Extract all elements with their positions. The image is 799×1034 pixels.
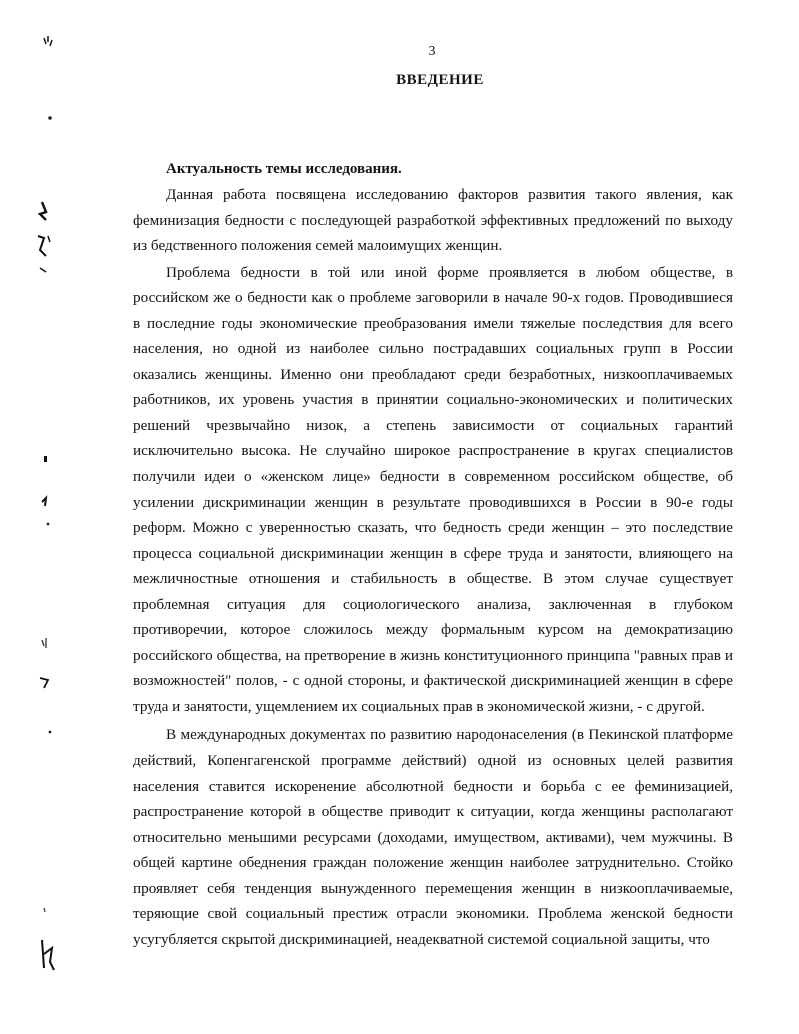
paragraph-3: В международных документах по развитию народонаселения (в Пекинской платформе действий, Копенгагенской программе действий) одной из основных целей развития населения ставится искоренение абсолютной бедности и борьба с ее феминизацией, распространение которой в обществе приводит к ситуации, когда женщины располагают относительно меньшими ресурсами (доходами, имуществом, активами), чем мужчины. В общей картине обеднения граждан положение женщин наиболее затруднительно. Стойко проявляет себя тенденция вынужденного перемещения женщин в низкооплачиваемые, теряющие свой социальный престиж отрасли экономики. Проблема женской бедности усугубляется скрытой дискриминацией, неадекватной системой социальной защиты, что xyxy=(133,726,733,948)
scan-artifact-icon xyxy=(28,196,58,286)
scan-artifact-icon xyxy=(36,510,66,550)
page-title: ВВЕДЕНИЕ xyxy=(396,72,484,88)
scan-artifact-icon xyxy=(30,664,60,704)
scan-artifact-icon xyxy=(34,30,64,70)
scan-artifact-icon xyxy=(32,900,62,990)
body-text xyxy=(133,156,733,952)
scan-artifact-icon xyxy=(38,720,68,760)
scan-artifact-icon xyxy=(36,100,66,140)
paragraph-1: Данная работа посвящена исследованию факторов развития такого явления, как феминизация бедности с последующей разработкой эффективных предложений по выходу из бедственного положения семей малоимущих женщин. xyxy=(133,186,733,255)
paragraph-2: Проблема бедности в той или иной форме проявляется в любом обществе, в российском же о бедности как о проблеме заговорили в начале 90-х годов. Проводившиеся в последние годы экономические преобразования имели тяжелые последствия для всего населения, но одной из наиболее сильно пострадавших социальных групп в России оказались женщины. Именно они преобладают среди безработных, низкооплачиваемых работников, их уровень участия в принятии социально-экономических и политических решений чрезвычайно низок, а степень зависимости от социальных гарантий исключительно высока. Не случайно широкое распространение в кругах специалистов получили идеи о «женском лице» бедности в современном российском обществе, об усилении дискриминации женщин в результате проводившихся в России в 90-е годы реформ. Можно с уверенностью сказать, что бедность среди женщин – это последствие процесса социальной дискриминации женщин в сфере труда и занятости, влияющего на межличностные отношения и стабильность в обществе. В этом случае существует проблемная ситуация для социологического анализа, заключенная в глубоком противоречии, которое сложилось между формальным курсом на демократизацию российского общества, на претворение в жизнь конституционного принципа "равных прав и возможностей" полов, - с одной стороны, и фактической дискриминацией женщин в сфере труда и занятости, ущемлением их социальных прав в экономической жизни, - с другой. xyxy=(133,263,733,715)
page-number: 3 xyxy=(428,44,436,59)
scan-artifact-icon xyxy=(32,446,62,486)
section-subheading: Актуальность темы исследования. xyxy=(166,161,402,177)
